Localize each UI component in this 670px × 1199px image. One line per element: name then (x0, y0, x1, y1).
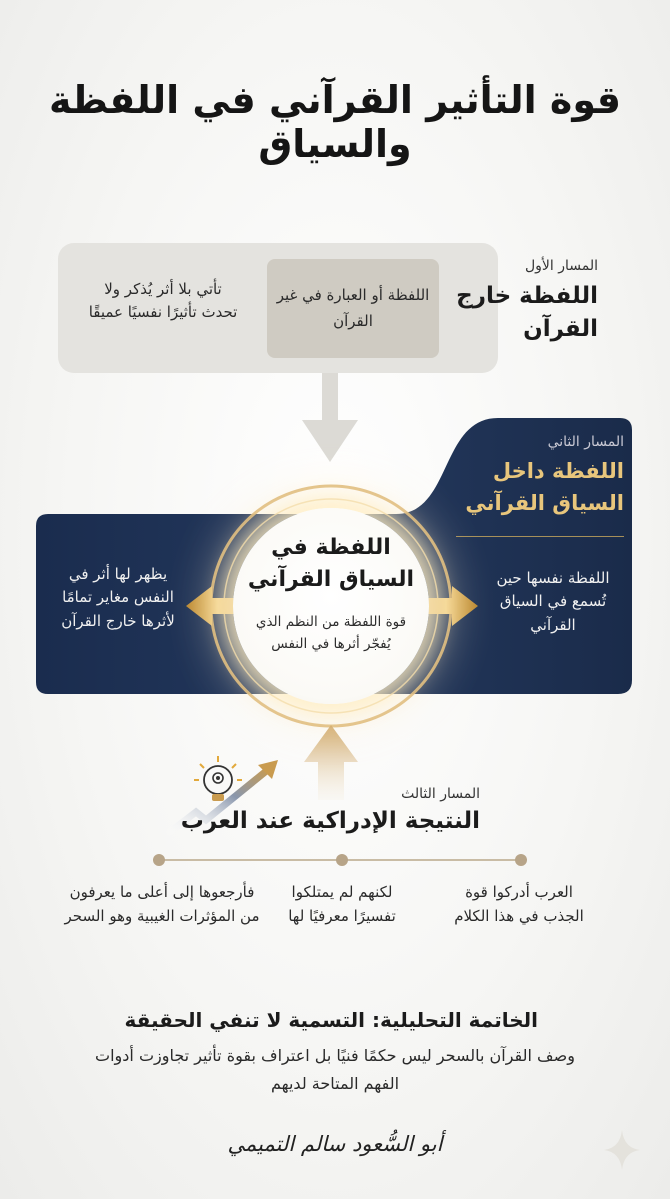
center-title: اللفظة في السياق القرآني (247, 535, 415, 592)
timeline-dot (153, 854, 165, 866)
path1-title: اللفظة خارج القرآن (456, 283, 598, 343)
center-subtitle: قوة اللفظة من النظم الذي يُفجّر أثرها في النفس (255, 614, 407, 652)
conclusion-title: الخاتمة التحليلية: التسمية لا تنفي الحقيقة (124, 1008, 538, 1032)
path2-title: اللفظة داخل السياق القرآني (465, 459, 624, 515)
path2-divider (456, 536, 624, 537)
page-title: قوة التأثير القرآني في اللفظة والسياق (48, 78, 622, 166)
path1-label: المسار الأول (524, 258, 598, 274)
path3-column-1: العرب أدركوا قوة الجذب في هذا الكلام (454, 883, 584, 925)
path1-inner-box (267, 259, 439, 358)
path2-left-text: يظهر لها أثر في النفس مغاير تمامًا لأثرها خارج القرآن (61, 565, 175, 630)
down-arrow (302, 373, 358, 462)
path2-label: المسار الثاني (547, 434, 624, 450)
path1-side-text: تأتي بلا أثر يُذكر ولا تحدث تأثيرًا نفسيًا عميقًا (88, 280, 238, 322)
arrow-up (304, 725, 358, 800)
path3-column-3: فأرجعوها إلى أعلى ما يعرفون من المؤثرات الغيبية وهو السحر (64, 883, 260, 925)
path1-inner-text: اللفظة أو العبارة في غير القرآن (276, 286, 430, 330)
signature: أبو السُّعود سالم التميمي (227, 1132, 443, 1156)
path3-title: النتيجة الإدراكية عند العرب (180, 808, 480, 834)
timeline-dot (336, 854, 348, 866)
path3-label: المسار الثالث (401, 786, 480, 802)
conclusion-text: وصف القرآن بالسحر ليس حكمًا فنيًا بل اعتراف بقوة تأثير تجاوزت أدوات الفهم المتاحة لديهم (95, 1046, 575, 1093)
path3-column-2: لكنهم لم يمتلكوا تفسيرًا معرفيًا لها (288, 883, 396, 925)
path2-right-text: اللفظة نفسها حين تُسمع في السياق القرآني (496, 569, 610, 634)
timeline-dot (515, 854, 527, 866)
